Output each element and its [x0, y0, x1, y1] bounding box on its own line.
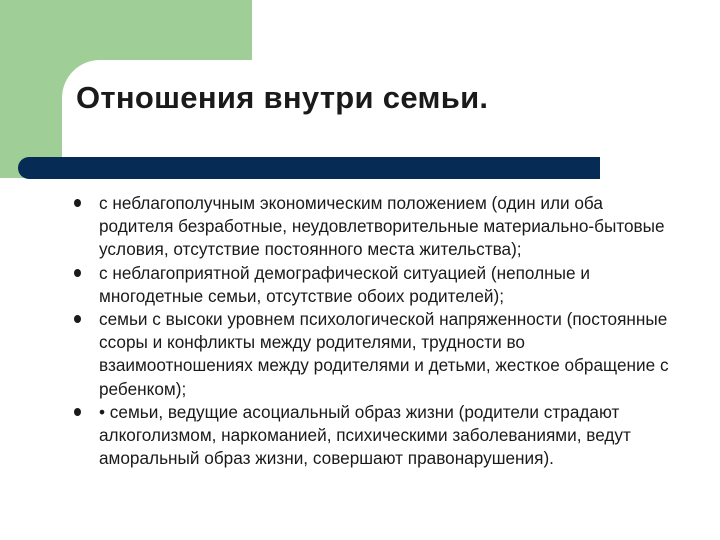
title-divider-bar — [18, 157, 600, 179]
list-item — [0, 401, 720, 471]
list-item-text: семьи с высоки уровнем психологической напряженности (постоянные ссоры и конфликты между родителями, трудности во взаимоотношениях между родителями и детьми, жесткое обращение с ребенком); — [99, 309, 669, 399]
bullet-icon — [74, 269, 81, 277]
list-item — [0, 262, 720, 308]
bullet-icon — [74, 408, 81, 416]
list-item-text: с неблагоприятной демографической ситуацией (неполные и многодетные семьи, отсутствие обоих родителей); — [99, 262, 590, 306]
bullet-list — [0, 192, 720, 470]
list-item — [0, 308, 720, 401]
list-item — [0, 192, 720, 262]
bullet-icon — [74, 315, 81, 323]
list-item-text: с неблагополучным экономическим положением (один или оба родителя безработные, неудовлетворительные материально-бытовые условия, отсутствие постоянного места жительства); — [99, 193, 665, 260]
slide-title: Отношения внутри семьи. — [76, 80, 489, 115]
list-item-text: • семьи, ведущие асоциальный образ жизни (родители страдают алкоголизмом, наркоманией, психическими заболеваниями, ведут аморальный образ жизни, совершают правонарушения). — [99, 401, 631, 469]
bullet-icon — [74, 199, 81, 207]
